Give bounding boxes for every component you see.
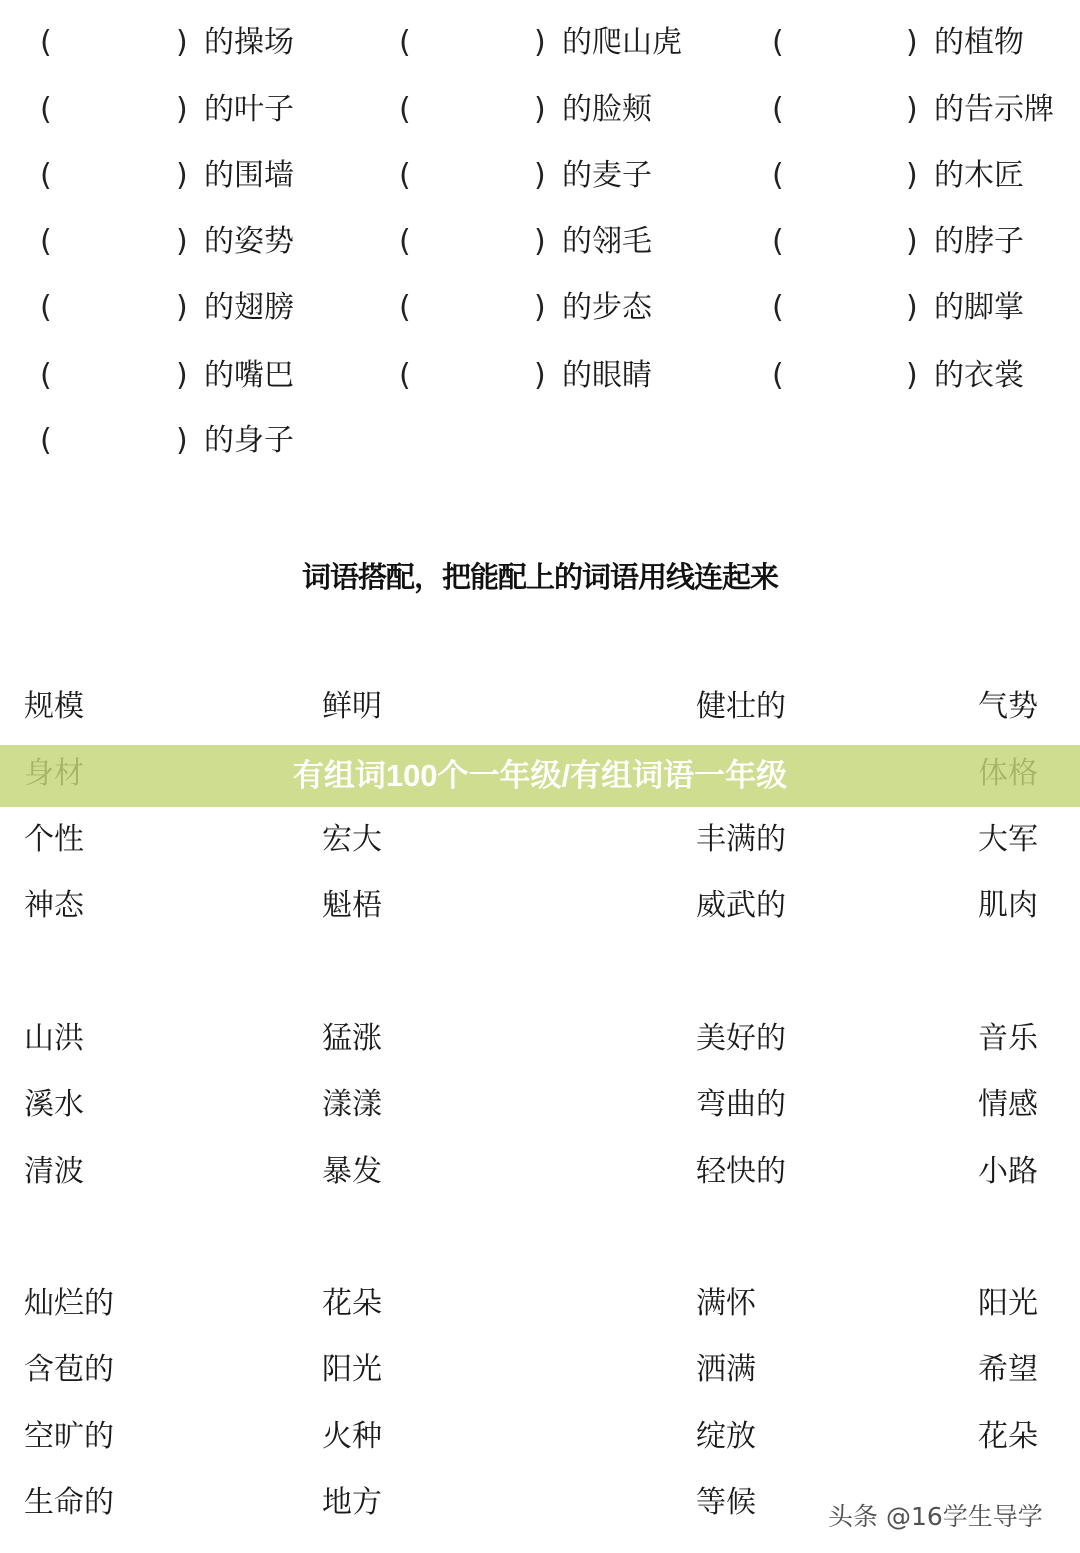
- paren-close: ): [906, 158, 918, 193]
- match-word: 威武的: [696, 888, 786, 923]
- paren-close: ): [176, 358, 188, 393]
- match-word: 绽放: [696, 1419, 756, 1454]
- paren-close: ): [534, 158, 546, 193]
- paren-open: (: [40, 423, 52, 458]
- match-word: 等候: [696, 1485, 756, 1520]
- fill-word: 的嘴巴: [204, 358, 294, 393]
- paren-open: (: [772, 25, 784, 60]
- paren-close: ): [906, 358, 918, 393]
- paren-open: (: [40, 25, 52, 60]
- paren-close: ): [534, 224, 546, 259]
- match-word: 阳光: [322, 1352, 382, 1387]
- match-row: [0, 1152, 1080, 1192]
- fill-row: [0, 222, 1080, 262]
- fill-word: 的翎毛: [562, 224, 652, 259]
- fill-word: 的告示牌: [934, 92, 1054, 127]
- fill-row: [0, 356, 1080, 396]
- match-word: 灿烂的: [24, 1286, 114, 1321]
- match-word: 猛涨: [322, 1021, 382, 1056]
- paren-close: ): [906, 224, 918, 259]
- fill-word: 的步态: [562, 290, 652, 325]
- match-word: 轻快的: [696, 1154, 786, 1189]
- match-row: [0, 1085, 1080, 1125]
- match-word: 满怀: [696, 1286, 756, 1321]
- fill-word: 的爬山虎: [562, 25, 682, 60]
- match-word: 阳光: [978, 1286, 1038, 1321]
- fill-word: 的操场: [204, 25, 294, 60]
- paren-open: (: [40, 224, 52, 259]
- match-row: [0, 687, 1080, 727]
- paren-open: (: [772, 158, 784, 193]
- fill-row: [0, 421, 1080, 461]
- fill-word: 的木匠: [934, 158, 1024, 193]
- match-word: 情感: [978, 1087, 1038, 1122]
- fill-word: 的翅膀: [204, 290, 294, 325]
- match-row: [0, 1417, 1080, 1457]
- paren-close: ): [176, 423, 188, 458]
- match-word: 溪水: [24, 1087, 84, 1122]
- match-word: 气势: [978, 689, 1038, 724]
- paren-open: (: [399, 290, 411, 325]
- fill-word: 的脖子: [934, 224, 1024, 259]
- match-row: [0, 886, 1080, 926]
- paren-open: (: [399, 158, 411, 193]
- match-word: 地方: [322, 1485, 382, 1520]
- fill-word: 的脚掌: [934, 290, 1024, 325]
- match-word: 美好的: [696, 1021, 786, 1056]
- match-word: 规模: [24, 689, 84, 724]
- match-word: 鲜明: [322, 689, 382, 724]
- paren-close: ): [176, 92, 188, 127]
- paren-open: (: [40, 92, 52, 127]
- match-word: 漾漾: [322, 1087, 382, 1122]
- fill-row: [0, 288, 1080, 328]
- match-row: [0, 820, 1080, 860]
- match-word: 洒满: [696, 1352, 756, 1387]
- fill-word: 的衣裳: [934, 358, 1024, 393]
- match-word: 暴发: [322, 1154, 382, 1189]
- fill-row: [0, 23, 1080, 63]
- match-word: 生命的: [24, 1485, 114, 1520]
- fill-word: 的姿势: [204, 224, 294, 259]
- paren-open: (: [40, 358, 52, 393]
- paren-open: (: [772, 92, 784, 127]
- fill-word: 的麦子: [562, 158, 652, 193]
- paren-close: ): [176, 290, 188, 325]
- match-word: 清波: [24, 1154, 84, 1189]
- paren-open: (: [772, 224, 784, 259]
- fill-row: [0, 90, 1080, 130]
- fill-word: 的脸颊: [562, 92, 652, 127]
- watermark: 头条 @16学生导学: [828, 1502, 1043, 1531]
- match-word: 丰满的: [696, 822, 786, 857]
- match-row: [0, 1284, 1080, 1324]
- paren-open: (: [772, 290, 784, 325]
- paren-open: (: [772, 358, 784, 393]
- match-row: [0, 1019, 1080, 1059]
- fill-word: 的围墙: [204, 158, 294, 193]
- match-word: 希望: [978, 1352, 1038, 1387]
- paren-open: (: [399, 224, 411, 259]
- match-row: [0, 1350, 1080, 1390]
- banner-title: 有组词100个一年级/有组词语一年级: [292, 758, 788, 793]
- match-word: 魁梧: [322, 888, 382, 923]
- paren-close: ): [906, 25, 918, 60]
- paren-close: ): [906, 290, 918, 325]
- paren-close: ): [176, 158, 188, 193]
- paren-open: (: [399, 358, 411, 393]
- match-word: 花朵: [978, 1419, 1038, 1454]
- fill-row: [0, 156, 1080, 196]
- paren-close: ): [906, 92, 918, 127]
- paren-close: ): [534, 358, 546, 393]
- paren-close: ): [534, 25, 546, 60]
- fill-word: 的身子: [204, 423, 294, 458]
- paren-open: (: [40, 158, 52, 193]
- paren-open: (: [399, 92, 411, 127]
- section-title: 词语搭配，把能配上的词语用线连起来: [301, 560, 778, 594]
- match-word: 肌肉: [978, 888, 1038, 923]
- paren-open: (: [399, 25, 411, 60]
- paren-close: ): [176, 25, 188, 60]
- paren-close: ): [534, 92, 546, 127]
- match-word: 山洪: [24, 1021, 84, 1056]
- match-word: 个性: [24, 822, 84, 857]
- match-word: 火种: [322, 1419, 382, 1454]
- match-word: 宏大: [322, 822, 382, 857]
- match-word: 音乐: [978, 1021, 1038, 1056]
- match-word: 小路: [978, 1154, 1038, 1189]
- fill-word: 的植物: [934, 25, 1024, 60]
- match-word: 花朵: [322, 1286, 382, 1321]
- paren-close: ): [176, 224, 188, 259]
- match-word: 弯曲的: [696, 1087, 786, 1122]
- paren-close: ): [534, 290, 546, 325]
- match-word: 健壮的: [696, 689, 786, 724]
- fill-word: 的叶子: [204, 92, 294, 127]
- paren-open: (: [40, 290, 52, 325]
- match-word: 大军: [978, 822, 1038, 857]
- match-word: 空旷的: [24, 1419, 114, 1454]
- fill-word: 的眼睛: [562, 358, 652, 393]
- match-word: 含苞的: [24, 1352, 114, 1387]
- match-word: 神态: [24, 888, 84, 923]
